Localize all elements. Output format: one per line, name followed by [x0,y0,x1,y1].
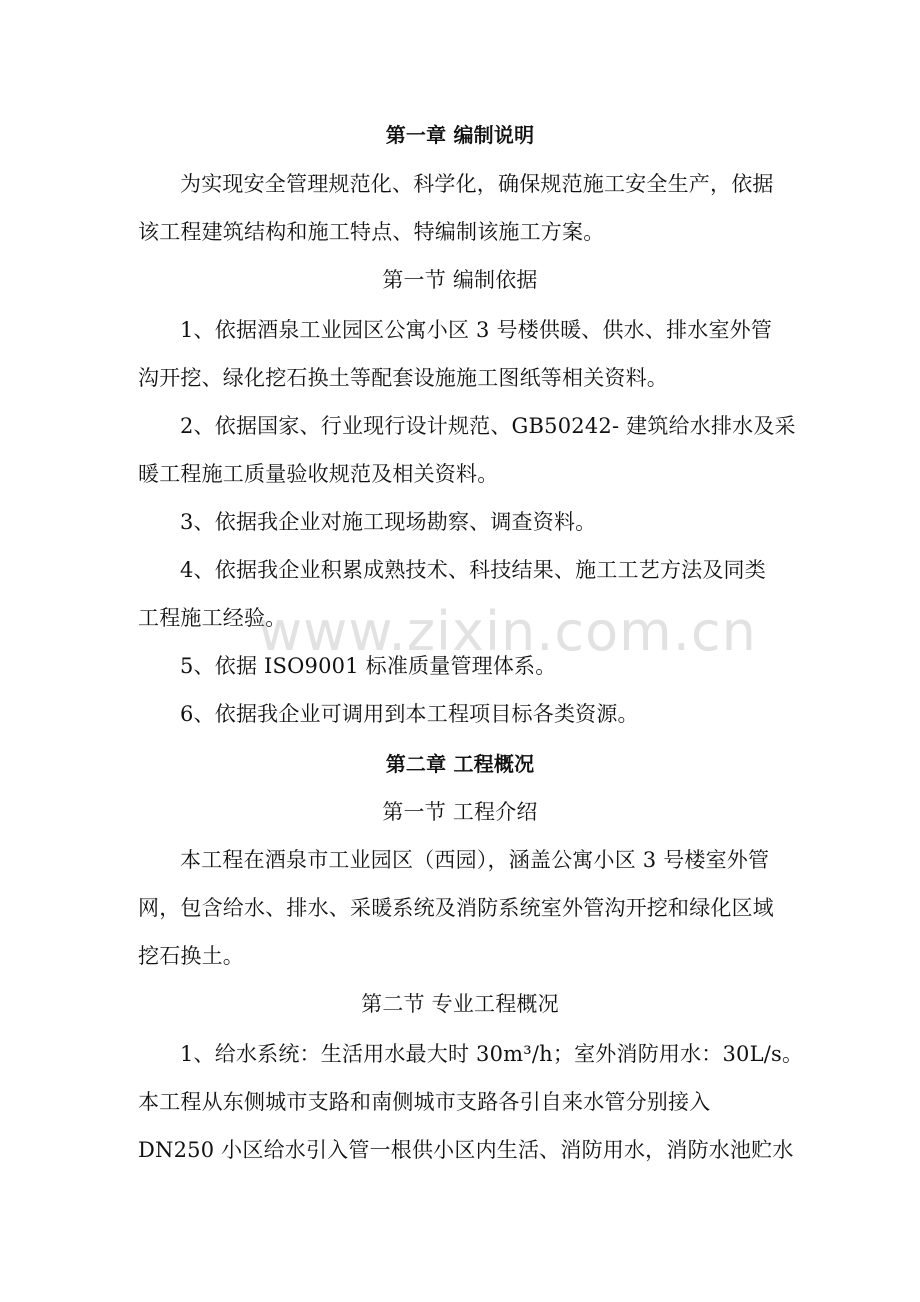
section-heading: 第一节 工程介绍 [382,800,538,824]
paragraph-line: 本工程从东侧城市支路和南侧城市支路各引自来水管分别接入 [138,1090,711,1114]
paragraph-line: 1、依据酒泉工业园区公寓小区 3 号楼供暖、供水、排水室外管 [180,318,773,342]
paragraph-line: 网，包含给水、排水、采暖系统及消防系统室外管沟开挖和绿化区域 [138,896,774,920]
watermark: www.zixin.com.cn [258,600,757,663]
paragraph-line: 6、依据我企业可调用到本工程项目标各类资源。 [180,702,639,726]
section-heading: 第一节 编制依据 [382,268,538,292]
paragraph-line: 本工程在酒泉市工业园区（西园），涵盖公寓小区 3 号楼室外管 [180,848,770,872]
paragraph-line: 3、依据我企业对施工现场勘察、调查资料。 [180,510,597,534]
section-heading: 第二节 专业工程概况 [361,992,559,1016]
paragraph-line: DN250 小区给水引入管一根供小区内生活、消防用水，消防水池贮水 [138,1138,794,1162]
paragraph-line: 4、依据我企业积累成熟技术、科技结果、施工工艺方法及同类 [180,558,766,582]
paragraph-line: 挖石换土。 [138,944,244,968]
paragraph-line: 该工程建筑结构和施工特点、特编制该施工方案。 [138,220,605,244]
paragraph-line: 5、依据 ISO9001 标准质量管理体系。 [180,654,557,678]
paragraph-line: 2、依据国家、行业现行设计规范、GB50242- 建筑给水排水及采 [180,414,796,438]
paragraph-line: 工程施工经验。 [138,606,287,630]
paragraph-line: 1、给水系统：生活用水最大时 30m³/h；室外消防用水：30L/s。 [180,1042,804,1066]
chapter-heading: 第一章 编制说明 [385,123,535,147]
chapter-heading: 第二章 工程概况 [385,752,535,776]
paragraph-line: 沟开挖、绿化挖石换土等配套设施施工图纸等相关资料。 [138,366,668,390]
paragraph-line: 暖工程施工质量验收规范及相关资料。 [138,462,499,486]
paragraph-line: 为实现安全管理规范化、科学化，确保规范施工安全生产，依据 [180,172,774,196]
